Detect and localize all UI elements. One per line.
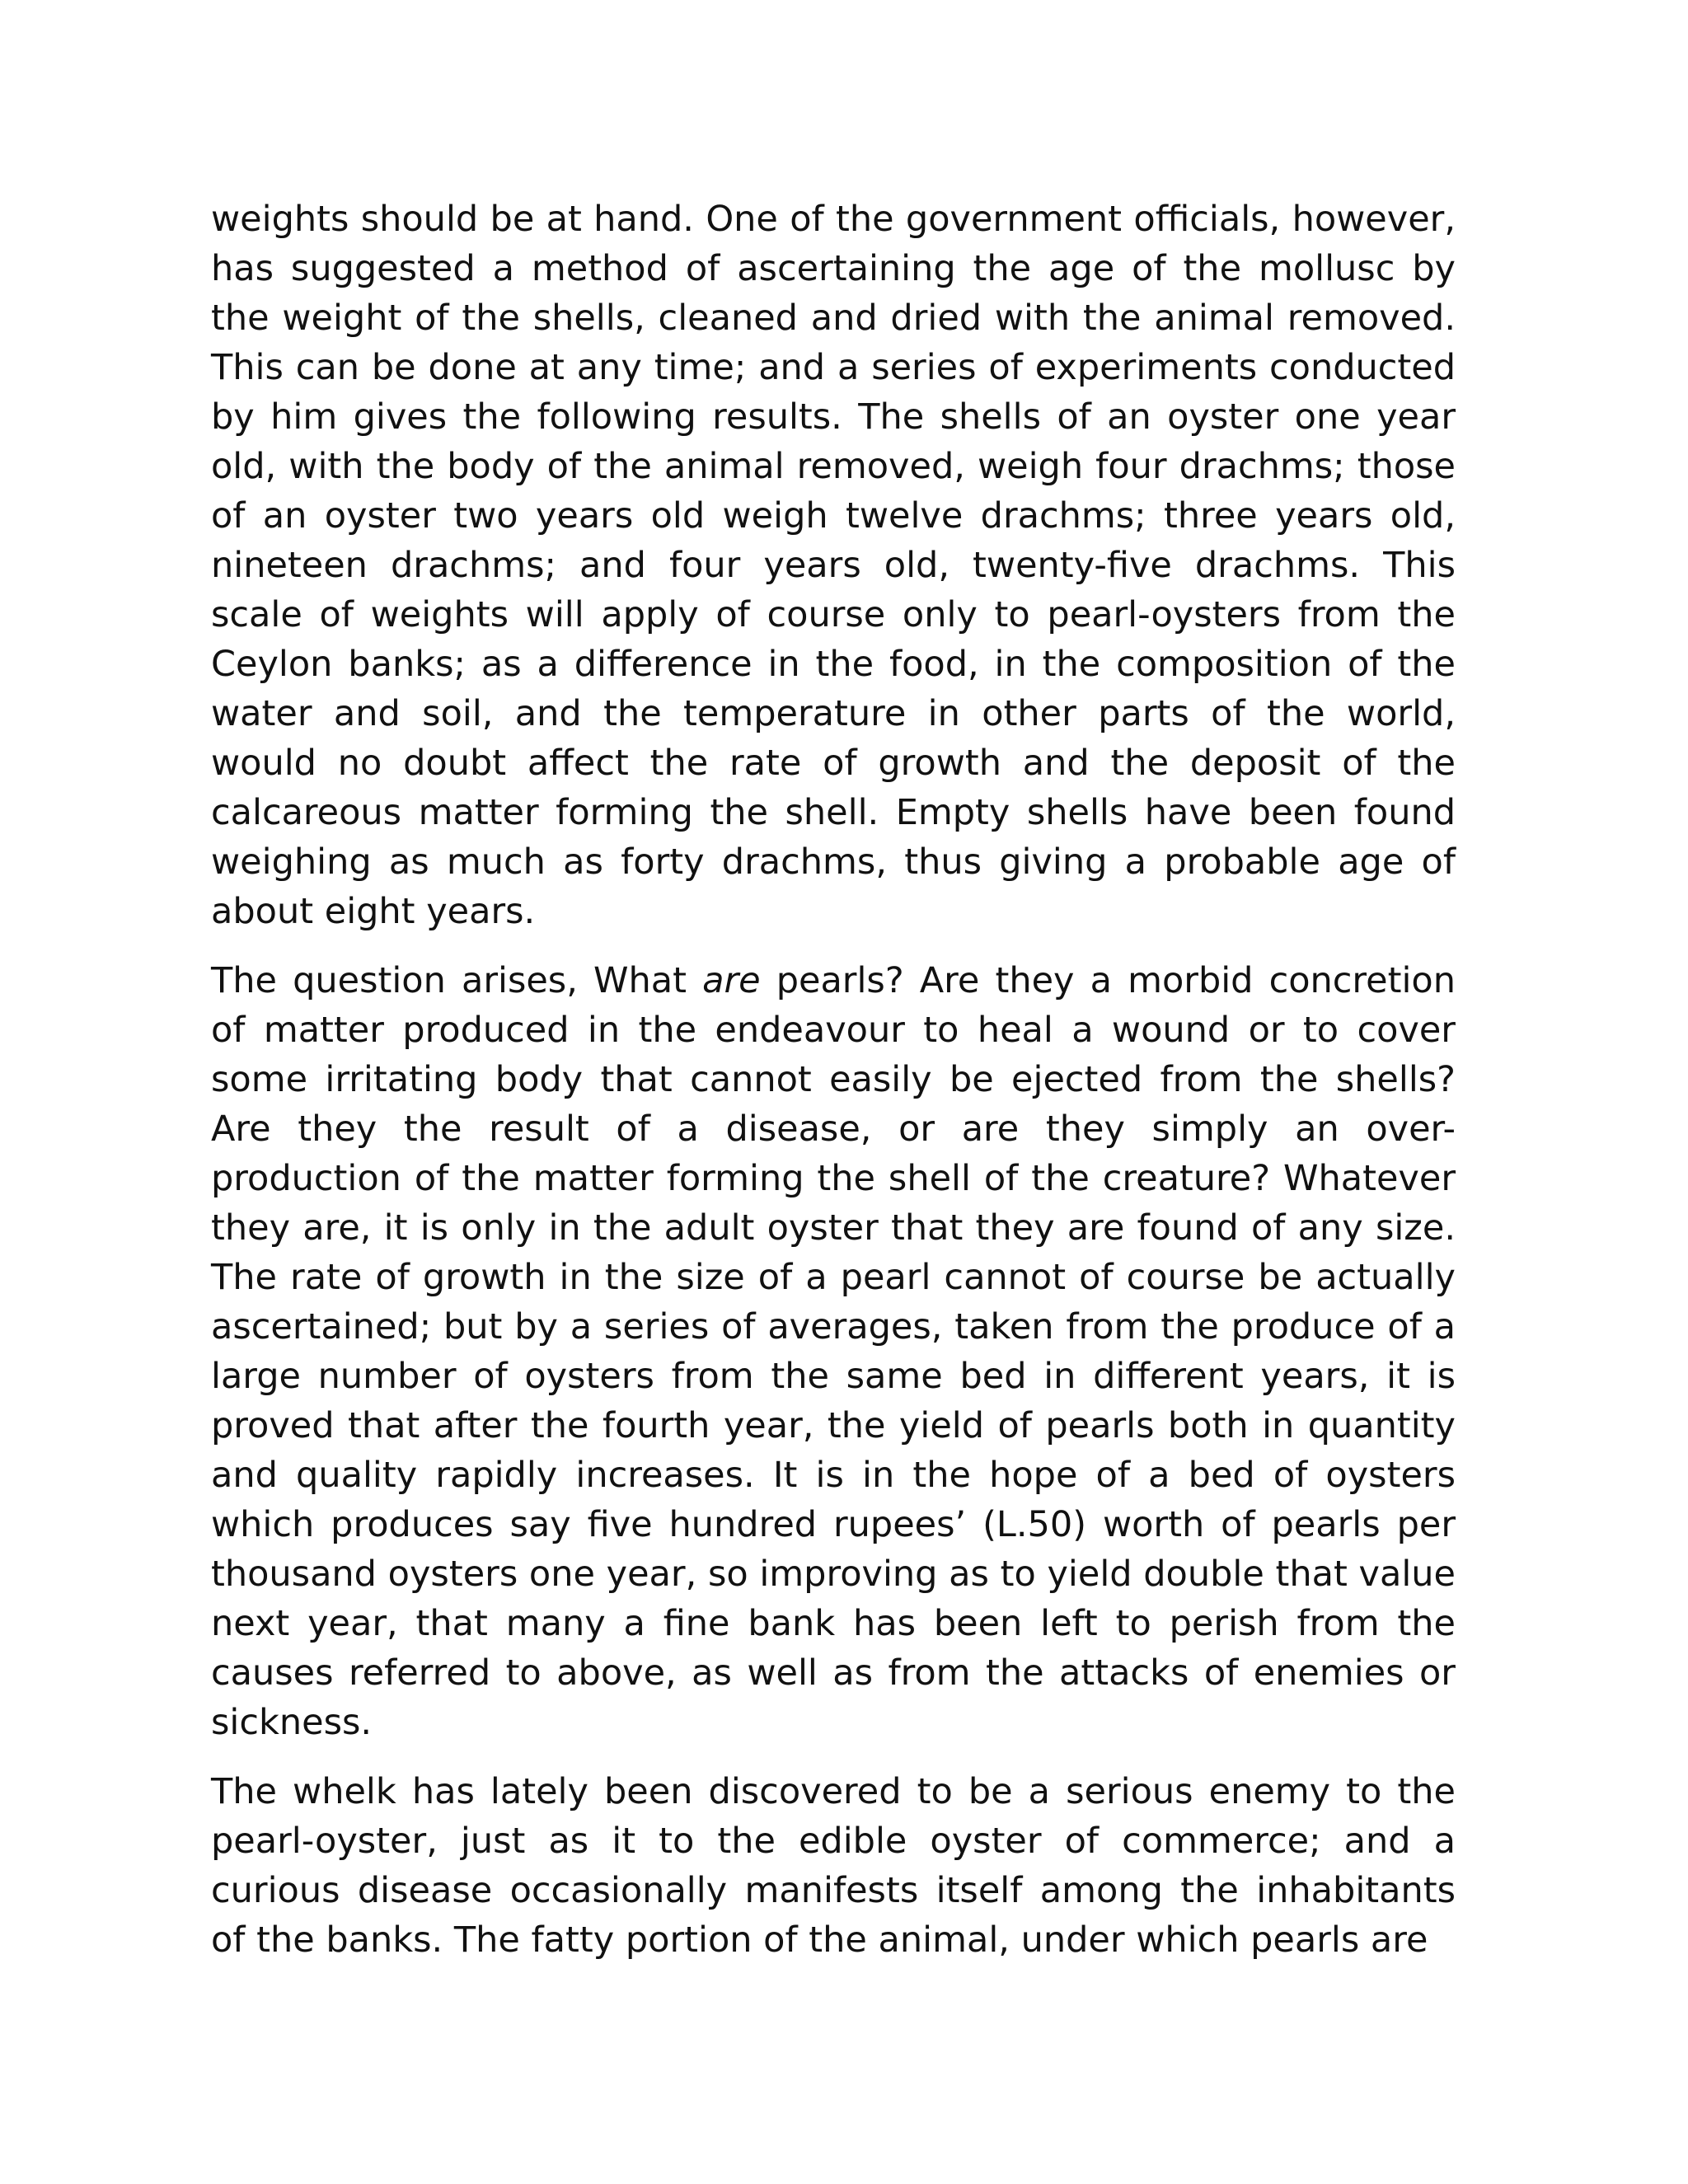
paragraph-2: [211, 956, 1456, 1747]
paragraph-2-text-start: The question arises, What: [211, 960, 703, 1001]
paragraph-1: weights should be at hand. One of the government officials, however, has suggested a method of ascertaining the age of the mollusc by the weight of the shells, cleaned and dried with the animal removed. This can be done at any time; and a series of experiments conducted by him gives the following results. The shells of an oyster one year old, with the body of the animal removed, weigh four drachms; those of an oyster two years old weigh twelve drachms; three years old, nineteen drachms; and four years old, twenty-five drachms. This scale of weights will apply of course only to pearl-oysters from the Ceylon banks; as a difference in the food, in the composition of the water and soil, and the temperature in other parts of the world, would no doubt affect the rate of growth and the deposit of the calcareous matter forming the shell. Empty shells have been found weighing as much as forty drachms, thus giving a probable age of about eight years.: [211, 199, 1456, 932]
paragraph-3: The whelk has lately been discovered to be a serious enemy to the pearl-oyster, just as it to the edible oyster of commerce; and a curious disease occasionally manifests itself among the inhabitants of the banks. The fatty portion of the animal, under which pearls are: [211, 1771, 1456, 1961]
page-body: [211, 194, 1456, 1965]
paragraph-2-text-end: pearls? Are they a morbid concretion of matter produced in the endeavour to heal a wound or to cover some irritating body that cannot easily be ejected from the shells? Are they the result of a disease, or are they simply an over-production of the matter forming the shell of the creature? Whatever they are, it is only in the adult oyster that they are found of any size. The rate of growth in the size of a pearl cannot of course be actually ascertained; but by a series of averages, taken from the produce of a large number of oysters from the same bed in different years, it is proved that after the fourth year, the yield of pearls both in quantity and quality rapidly increases. It is in the hope of a bed of oysters which produces say five hundred rupees’ (L.50) worth of pearls per thousand oysters one year, so improving as to yield double that value next year, that many a fine bank has been left to perish from the causes referred to above, as well as from the attacks of enemies or sickness.: [211, 960, 1456, 1743]
paragraph-2-emphasis: are: [702, 960, 761, 1001]
